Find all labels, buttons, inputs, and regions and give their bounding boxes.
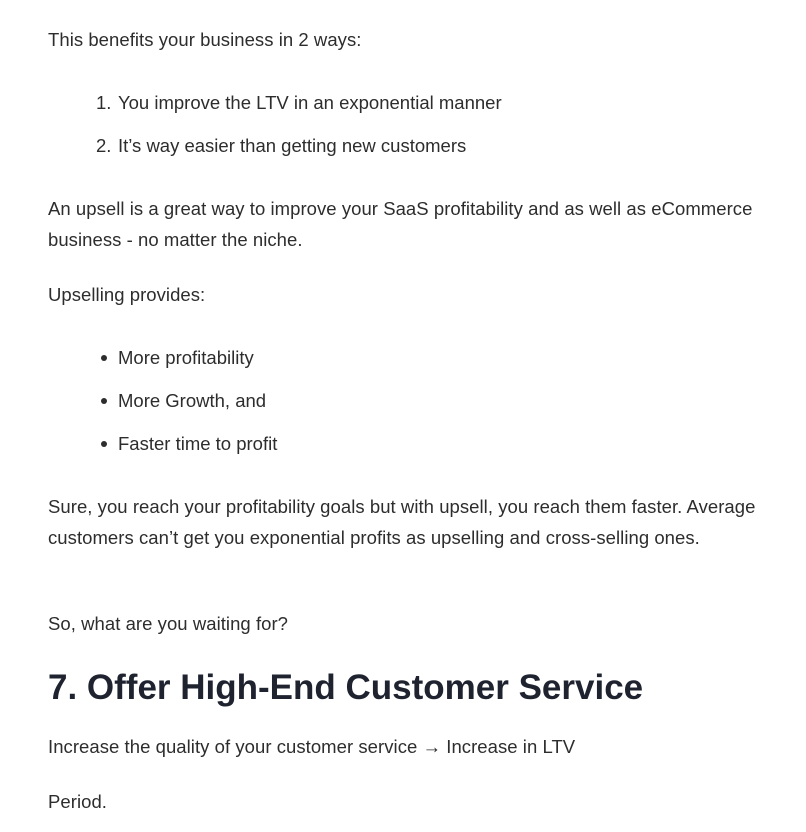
section-heading: 7. Offer High-End Customer Service (48, 668, 644, 707)
bullet-icon (101, 355, 107, 361)
intro-paragraph: This benefits your business in 2 ways: (48, 29, 362, 50)
provides-list (48, 346, 708, 475)
upselling-provides-label: Upselling provides: (48, 284, 206, 305)
period-paragraph: Period. (48, 791, 107, 812)
list-item-text: More profitability (118, 347, 254, 368)
service-paragraph: Increase the quality of your customer service → Increase in LTV (48, 736, 576, 757)
list-item (48, 134, 708, 177)
waiting-question: So, what are you waiting for? (48, 613, 289, 634)
upsell-paragraph: An upsell is a great way to improve your SaaS profitability and as well as eCommerce business - no matter the niche. (48, 198, 753, 250)
list-marker: 2. (96, 135, 112, 156)
bullet-icon (101, 441, 107, 447)
list-marker: 1. (96, 92, 112, 113)
bullet-icon (101, 398, 107, 404)
benefits-list (48, 91, 708, 177)
faster-paragraph: Sure, you reach your profitability goals but with upsell, you reach them faster. Average customers can’t get you exponential profits as upselling and cross-selling ones. (48, 496, 756, 548)
list-item (48, 389, 708, 432)
list-item-text: You improve the LTV in an exponential manner (118, 92, 502, 113)
list-item-text: More Growth, and (118, 390, 267, 411)
list-item (48, 91, 708, 134)
list-item (48, 432, 708, 475)
list-item-text: Faster time to profit (118, 433, 278, 454)
list-item-text: It’s way easier than getting new customers (118, 135, 467, 156)
list-item (48, 346, 708, 389)
